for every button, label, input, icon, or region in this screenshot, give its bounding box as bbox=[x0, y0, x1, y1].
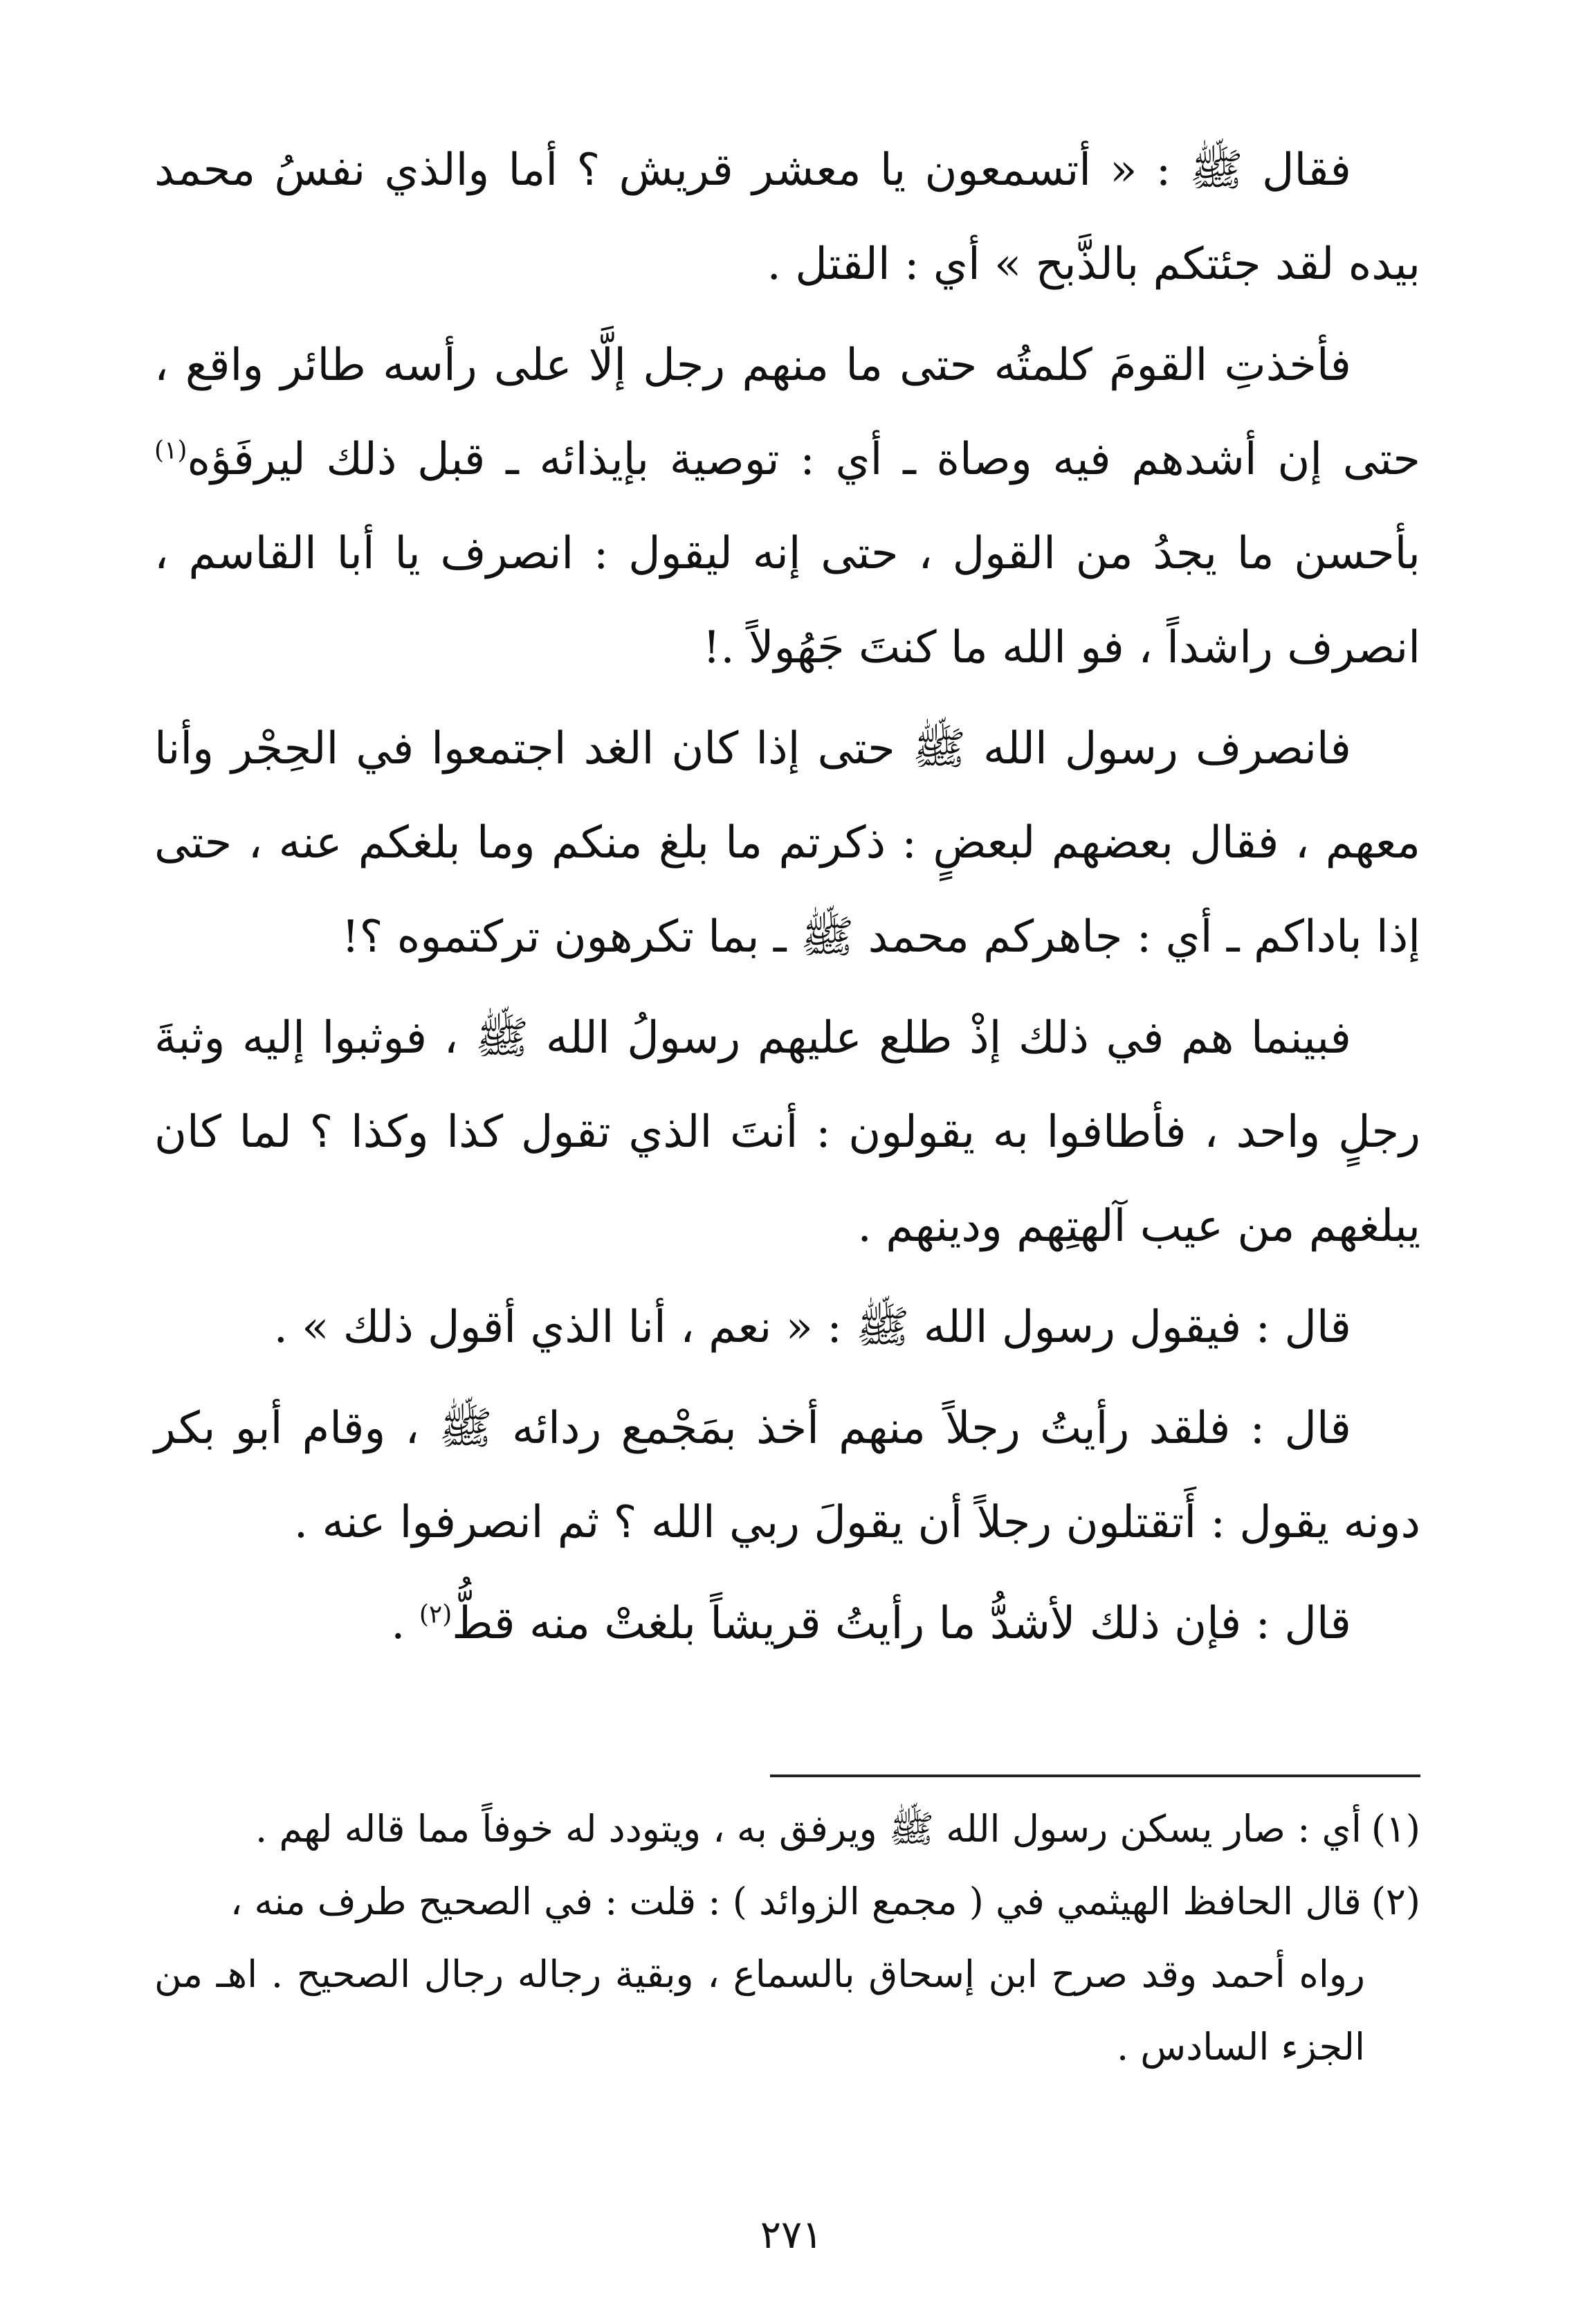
footnote-ref-1: (١) bbox=[154, 436, 187, 465]
footnote-divider bbox=[770, 1774, 1420, 1777]
footnote-1-text: أي : صار يسكن رسول الله ﷺ ويرفق به ، ويتودد له خوفاً مما قاله لهم . bbox=[255, 1807, 1362, 1851]
paragraph-2 bbox=[154, 318, 1420, 695]
footnote-1-number: (١) bbox=[1371, 1807, 1420, 1851]
main-text bbox=[154, 123, 1420, 1678]
paragraph-3-text: فانصرف رسول الله ﷺ حتى إذا كان الغد اجتمعوا في الحِجْر وأنا معهم ، فقال بعضهم لبعضٍ : ذكرتم ما بلغ منكم وما بلغكم عنه ، حتى إذا باداكم ـ أي : جاهركم محمد ﷺ ـ بما تكرهون تركتموه ؟! bbox=[154, 723, 1420, 963]
paragraph-7-text: قال : فإن ذلك لأشدُّ ما رأيتُ قريشاً بلغتْ منه قطُّ bbox=[452, 1598, 1351, 1649]
footnote-2 bbox=[154, 1865, 1420, 2083]
footnotes bbox=[154, 1792, 1420, 2083]
paragraph-5 bbox=[154, 1280, 1420, 1374]
paragraph-5-text: قال : فيقول رسول الله ﷺ : « نعم ، أنا الذي أقول ذلك » . bbox=[273, 1302, 1351, 1353]
paragraph-7 bbox=[154, 1577, 1420, 1671]
footnote-2-number: (٢) bbox=[1371, 1880, 1420, 1923]
paragraph-6-text: قال : فلقد رأيتُ رجلاً منهم أخذ بمَجْمع ردائه ﷺ ، وقام أبو بكر دونه يقول : أَتقتلون رجلاً أن يقولَ ربي الله ؟ ثم انصرفوا عنه . bbox=[154, 1403, 1420, 1548]
paragraph-7-end: . bbox=[391, 1598, 419, 1649]
paragraph-4-text: فبينما هم في ذلك إذْ طلع عليهم رسولُ الله ﷺ ، فوثبوا إليه وثبةَ رجلٍ واحد ، فأطافوا به يقولون : أنتَ الذي تقول كذا وكذا ؟ لما كان يبلغهم من عيب آلهتِهم ودينهم . bbox=[154, 1013, 1420, 1252]
paragraph-4 bbox=[154, 991, 1420, 1273]
footnote-1 bbox=[154, 1792, 1420, 1865]
paragraph-2-text: فأخذتِ القومَ كلمتُه حتى ما منهم رجل إلَّا على رأسه طائر واقع ، حتى إن أشدهم فيه وصاة ـ أي : توصية بإيذائه ـ قبل ذلك ليرفَؤه bbox=[154, 340, 1420, 485]
paragraph-3 bbox=[154, 702, 1420, 984]
paragraph-2-continued: بأحسن ما يجدُ من القول ، حتى إنه ليقول : انصرف يا أبا القاسم ، انصرف راشداً ، فو الله ما كنتَ جَهُولاً .! bbox=[154, 528, 1420, 673]
paragraph-6 bbox=[154, 1381, 1420, 1570]
paragraph-1 bbox=[154, 123, 1420, 311]
paragraph-1-text: فقال ﷺ : « أتسمعون يا معشر قريش ؟ أما والذي نفسُ محمد بيده لقد جئتكم بالذَّبح » أي : القتل . bbox=[154, 145, 1420, 290]
page-number: ٢٧١ bbox=[760, 2213, 823, 2258]
footnote-ref-2: (٢) bbox=[419, 1600, 452, 1629]
footnote-2-continuation: رواه أحمد وقد صرح ابن إسحاق بالسماع ، وبقية رجاله رجال الصحيح . اهـ من الجزء السادس . bbox=[154, 1952, 1365, 2069]
footnote-2-text: قال الحافظ الهيثمي في ( مجمع الزوائد ) : قلت : في الصحيح طرف منه ، bbox=[230, 1880, 1362, 1923]
